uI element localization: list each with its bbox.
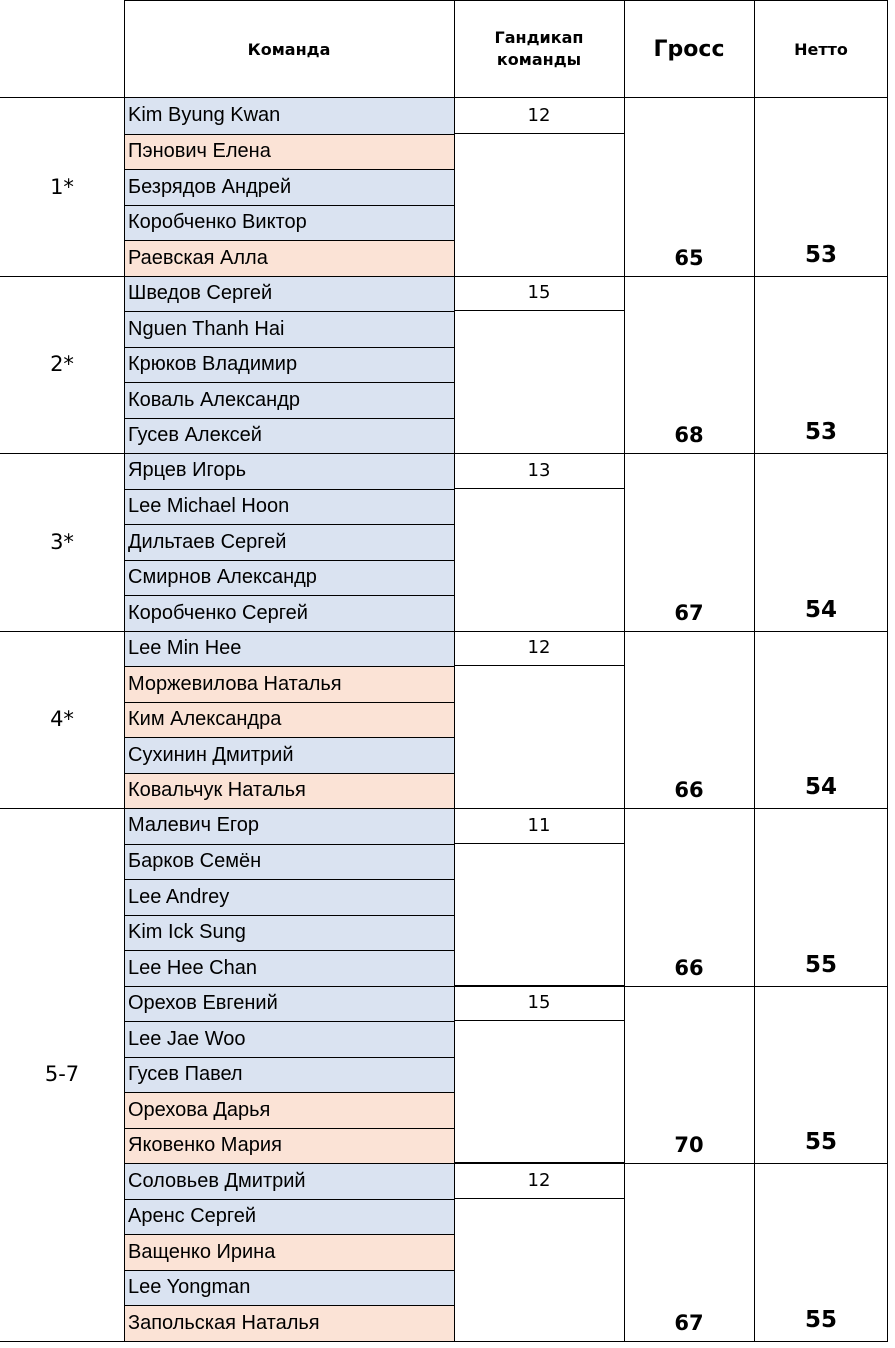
player-name: Lee Hee Chan bbox=[124, 950, 454, 986]
grid-line bbox=[0, 1341, 888, 1342]
grid-line bbox=[887, 98, 888, 1341]
player-name: Сухинин Дмитрий bbox=[124, 737, 454, 773]
player-name: Ковальчук Наталья bbox=[124, 773, 454, 809]
player-name: Раевская Алла bbox=[124, 240, 454, 276]
player-name: Безрядов Андрей bbox=[124, 169, 454, 205]
gross-score: 67 bbox=[674, 600, 704, 625]
player-name: Коробченко Виктор bbox=[124, 205, 454, 241]
team-handicap: 15 bbox=[454, 276, 624, 312]
team-handicap: 15 bbox=[454, 986, 624, 1022]
net-score: 53 bbox=[804, 241, 837, 268]
player-name: Lee Jae Woo bbox=[124, 1021, 454, 1057]
player-name: Шведов Сергей bbox=[124, 276, 454, 312]
grid-line bbox=[624, 98, 625, 1341]
player-name: Смирнов Александр bbox=[124, 560, 454, 596]
player-name: Пэнович Елена bbox=[124, 134, 454, 170]
place-label: 2* bbox=[50, 352, 74, 377]
team-handicap: 11 bbox=[454, 808, 624, 844]
header-net: Нетто bbox=[794, 39, 848, 59]
player-name: Коробченко Сергей bbox=[124, 595, 454, 631]
player-name: Ващенко Ирина bbox=[124, 1234, 454, 1270]
player-name: Гусев Павел bbox=[124, 1057, 454, 1093]
player-name: Lee Min Hee bbox=[124, 631, 454, 667]
player-name: Орехова Дарья bbox=[124, 1092, 454, 1128]
player-name: Соловьев Дмитрий bbox=[124, 1163, 454, 1199]
player-name: Kim Ick Sung bbox=[124, 915, 454, 951]
player-name: Ким Александра bbox=[124, 702, 454, 738]
header-handicap-line1: Гандикап bbox=[494, 28, 584, 47]
gross-score: 67 bbox=[674, 1310, 704, 1335]
player-name: Lee Andrey bbox=[124, 879, 454, 915]
net-score: 55 bbox=[804, 1306, 837, 1333]
header-handicap-line2: команды bbox=[496, 50, 582, 69]
gross-score: 65 bbox=[674, 245, 704, 270]
team-handicap: 12 bbox=[454, 1163, 624, 1199]
net-score: 55 bbox=[804, 1129, 837, 1155]
grid-line bbox=[454, 1162, 624, 1164]
player-name: Nguen Thanh Hai bbox=[124, 311, 454, 347]
player-name: Аренс Сергей bbox=[124, 1199, 454, 1235]
place-label: 3* bbox=[50, 529, 74, 554]
header-gross: Гросс bbox=[653, 36, 725, 62]
grid-line bbox=[624, 986, 888, 987]
team-handicap: 12 bbox=[454, 98, 624, 134]
team-handicap: 13 bbox=[454, 453, 624, 489]
player-name: Ярцев Игорь bbox=[124, 453, 454, 489]
net-score: 55 bbox=[804, 951, 837, 978]
gross-score: 70 bbox=[674, 1133, 704, 1157]
player-name: Lee Yongman bbox=[124, 1270, 454, 1306]
grid-line bbox=[754, 0, 755, 98]
grid-line bbox=[124, 0, 888, 1]
grid-line bbox=[754, 98, 755, 1341]
gross-score: 68 bbox=[674, 423, 704, 447]
net-score: 53 bbox=[804, 419, 837, 445]
grid-line bbox=[624, 1163, 888, 1164]
player-name: Коваль Александр bbox=[124, 382, 454, 418]
grid-line bbox=[454, 0, 455, 98]
player-name: Малевич Егор bbox=[124, 808, 454, 844]
grid-line bbox=[454, 98, 455, 1341]
player-name: Крюков Владимир bbox=[124, 347, 454, 383]
net-score: 54 bbox=[804, 774, 837, 800]
net-score: 54 bbox=[804, 596, 837, 623]
place-label: 4* bbox=[50, 707, 74, 732]
place-label: 5-7 bbox=[44, 1062, 80, 1087]
grid-line bbox=[887, 0, 888, 98]
grid-line bbox=[454, 985, 624, 987]
grid-line bbox=[624, 0, 625, 98]
player-name: Kim Byung Kwan bbox=[124, 98, 454, 134]
player-name: Дильтаев Сергей bbox=[124, 524, 454, 560]
player-name: Lee Michael Hoon bbox=[124, 489, 454, 525]
team-handicap: 12 bbox=[454, 631, 624, 667]
player-name: Гусев Алексей bbox=[124, 418, 454, 454]
player-name: Барков Семён bbox=[124, 844, 454, 880]
header-team-handicap bbox=[454, 0, 624, 98]
player-name: Запольская Наталья bbox=[124, 1305, 454, 1341]
player-name: Яковенко Мария bbox=[124, 1128, 454, 1164]
player-name: Орехов Евгений bbox=[124, 986, 454, 1022]
grid-line bbox=[124, 98, 125, 1341]
gross-score: 66 bbox=[674, 955, 704, 980]
player-name: Моржевилова Наталья bbox=[124, 666, 454, 702]
place-label: 1* bbox=[50, 174, 74, 199]
grid-line bbox=[124, 0, 125, 98]
gross-score: 66 bbox=[674, 778, 704, 802]
header-team: Команда bbox=[247, 39, 331, 59]
